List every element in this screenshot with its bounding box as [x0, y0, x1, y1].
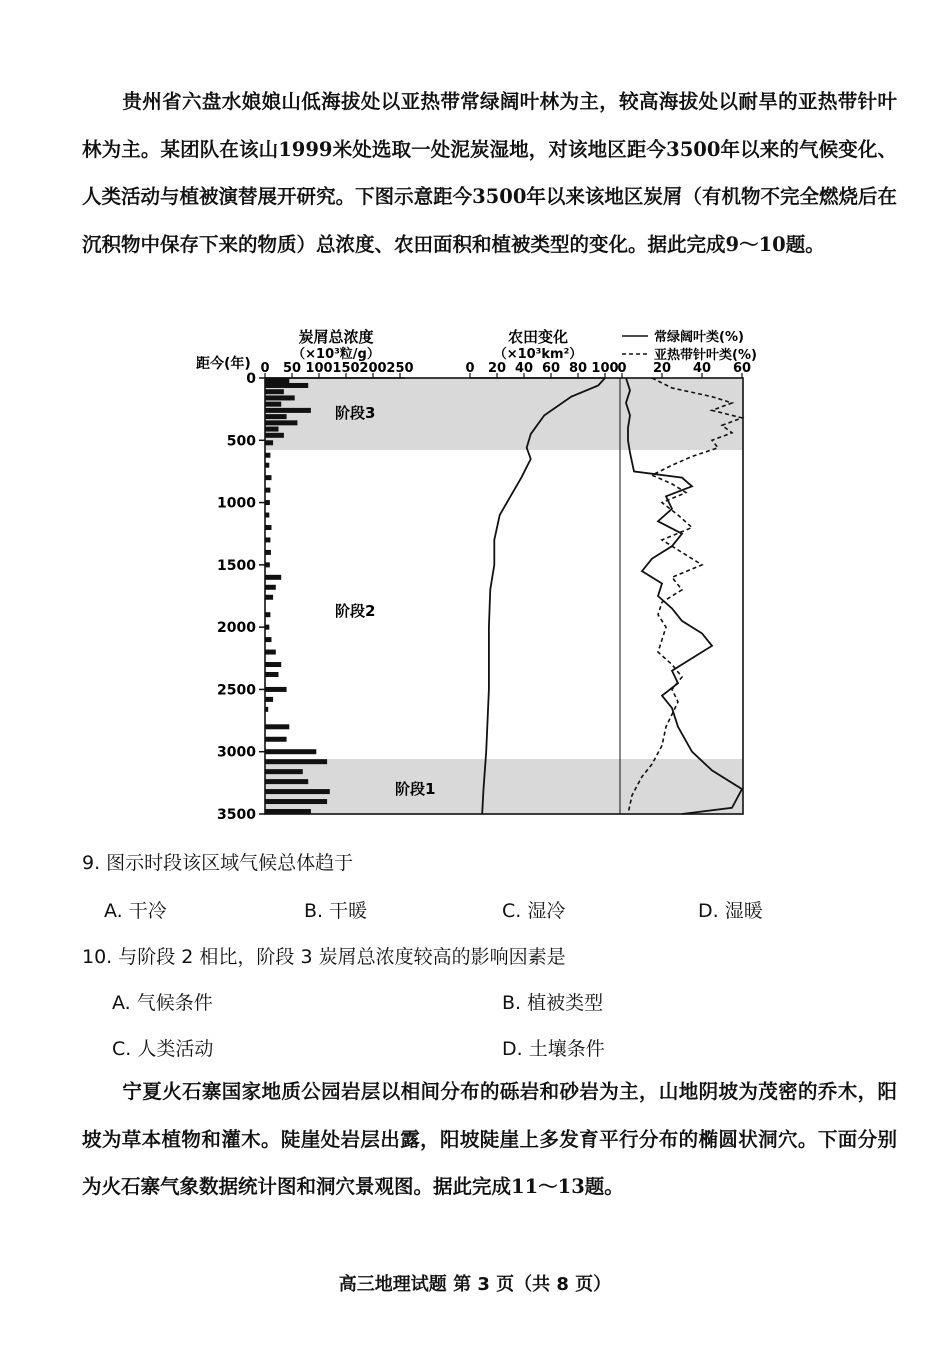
farmland-tick-label-0: 0: [465, 361, 475, 376]
y-tick-label-4: 2000: [217, 620, 256, 637]
charcoal-bar-14: [265, 488, 270, 493]
farmland-tick-label-3: 60: [541, 361, 561, 376]
intro-paragraph-2: [82, 1068, 897, 1211]
charcoal-bar-3: [265, 395, 295, 400]
legend-conifer: 亚热带针叶类(%): [654, 348, 757, 363]
charcoal-bar-34: [265, 737, 287, 742]
intro-text-1: 贵州省六盘水娘娘山低海拔处以亚热带常绿阔叶林为主，较高海拔处以耐旱的亚热带针叶林为主。某团队在该山1999米处选取一处泥炭湿地，对该地区距今3500年以来的气候变化、人类活动与植被演替展开研究。下图示意距今3500年以来该地区炭屑（有机物不完全燃烧后在沉积物中保存下来的物质）总浓度、农田面积和植被类型的变化。据此完成9～10题。: [82, 90, 897, 256]
q9-option-d[interactable]: D. 湿暖: [698, 900, 763, 922]
charcoal-tick-label-1: 50: [282, 361, 302, 376]
q10-option-b[interactable]: B. 植被类型: [502, 992, 604, 1014]
farmland-tick-label-4: 80: [568, 361, 588, 376]
charcoal-bar-22: [265, 585, 276, 590]
veg-tick-label-0: 0: [617, 361, 627, 376]
veg-tick-label-1: 20: [652, 361, 672, 376]
charcoal-bar-6: [265, 414, 287, 419]
charcoal-bar-27: [265, 650, 276, 655]
question-9: 9. 图示时段该区域气候总体趋于: [82, 852, 354, 874]
charcoal-bar-29: [265, 672, 279, 677]
charcoal-bar-25: [265, 625, 269, 630]
stage2-label: 阶段2: [335, 602, 376, 620]
q9-option-b[interactable]: B. 干暖: [304, 900, 368, 922]
charcoal-bar-4: [265, 402, 281, 407]
farmland-unit: （×10³km²）: [493, 347, 583, 362]
charcoal-bar-1: [265, 383, 308, 388]
charcoal-bar-20: [265, 562, 270, 567]
charcoal-bar-37: [265, 769, 303, 774]
y-tick-label-2: 1000: [217, 495, 256, 512]
charcoal-bar-36: [265, 759, 327, 764]
charcoal-bar-31: [265, 697, 273, 702]
charcoal-bar-38: [265, 779, 308, 784]
charcoal-tick-label-0: 0: [260, 361, 270, 376]
intro-paragraph-1: [82, 78, 897, 268]
q10-option-c[interactable]: C. 人类活动: [112, 1038, 214, 1060]
charcoal-title: 炭屑总浓度: [298, 328, 374, 346]
charcoal-bar-32: [265, 707, 268, 712]
y-tick-label-1: 500: [226, 433, 256, 450]
charcoal-unit: （×10³粒/g）: [292, 347, 380, 362]
charcoal-bar-2: [265, 389, 284, 394]
stage1-label: 阶段1: [395, 780, 436, 798]
veg-tick-label-3: 60: [732, 361, 752, 376]
charcoal-tick-label-2: 100: [305, 361, 333, 376]
veg-tick-label-2: 40: [692, 361, 712, 376]
charcoal-bar-33: [265, 724, 289, 729]
charcoal-bar-5: [265, 408, 311, 413]
q9-option-a[interactable]: A. 干冷: [104, 900, 167, 922]
charcoal-bar-41: [265, 809, 311, 814]
charcoal-bar-21: [265, 575, 281, 580]
charcoal-bar-24: [265, 612, 270, 617]
y-tick-label-6: 3000: [217, 744, 256, 761]
charcoal-bar-17: [265, 525, 271, 530]
charcoal-tick-label-3: 150: [332, 361, 360, 376]
stage1-band: [265, 759, 743, 814]
q10-option-a[interactable]: A. 气候条件: [112, 992, 213, 1014]
charcoal-bar-0: [265, 378, 289, 383]
y-tick-label-3: 1500: [217, 557, 256, 574]
charcoal-bar-19: [265, 550, 271, 555]
charcoal-bar-7: [265, 420, 297, 425]
charcoal-bar-35: [265, 749, 316, 754]
intro-text-2: 宁夏火石寨国家地质公园岩层以相间分布的砾岩和砂岩为主，山地阴坡为茂密的乔木，阳坡为草本植物和灌木。陡崖处岩层出露，阳坡陡崖上多发育平行分布的椭圆状洞穴。下面分别为火石寨气象数据统计图和洞穴景观图。据此完成11～13题。: [82, 1080, 897, 1198]
charcoal-bar-39: [265, 789, 330, 794]
charcoal-bar-26: [265, 637, 271, 642]
charcoal-bar-18: [265, 537, 270, 542]
charcoal-bar-15: [265, 500, 270, 505]
charcoal-bar-40: [265, 799, 327, 804]
charcoal-tick-label-5: 250: [386, 361, 414, 376]
page-footer: 高三地理试题 第 3 页（共 8 页）: [338, 1274, 612, 1295]
legend-broadleaf: 常绿阔叶类(%): [654, 330, 744, 345]
q9-option-c[interactable]: C. 湿冷: [502, 900, 566, 922]
charcoal-bar-11: [265, 453, 270, 458]
farmland-tick-label-5: 100: [591, 361, 619, 376]
charcoal-bar-16: [265, 513, 269, 518]
charcoal-tick-label-4: 200: [359, 361, 387, 376]
charcoal-bar-13: [265, 475, 271, 480]
yaxis-label: 距今(年): [196, 356, 251, 372]
question-10: 10. 与阶段 2 相比，阶段 3 炭屑总浓度较高的影响因素是: [82, 946, 566, 968]
y-tick-label-5: 2500: [217, 682, 256, 699]
charcoal-bar-23: [265, 595, 273, 600]
farmland-tick-label-1: 20: [487, 361, 507, 376]
charcoal-bar-10: [265, 440, 273, 445]
charcoal-bar-28: [265, 662, 281, 667]
y-tick-label-7: 3500: [217, 807, 256, 823]
q10-option-d[interactable]: D. 土壤条件: [502, 1038, 605, 1060]
y-tick-label-0: 0: [246, 371, 256, 387]
chart: [0, 320, 950, 840]
charcoal-bar-8: [265, 427, 279, 432]
charcoal-bar-30: [265, 687, 287, 692]
stage3-label: 阶段3: [335, 404, 376, 422]
charcoal-bar-12: [265, 463, 269, 468]
charcoal-bar-9: [265, 433, 284, 438]
farmland-title: 农田变化: [507, 328, 569, 346]
farmland-tick-label-2: 40: [514, 361, 534, 376]
